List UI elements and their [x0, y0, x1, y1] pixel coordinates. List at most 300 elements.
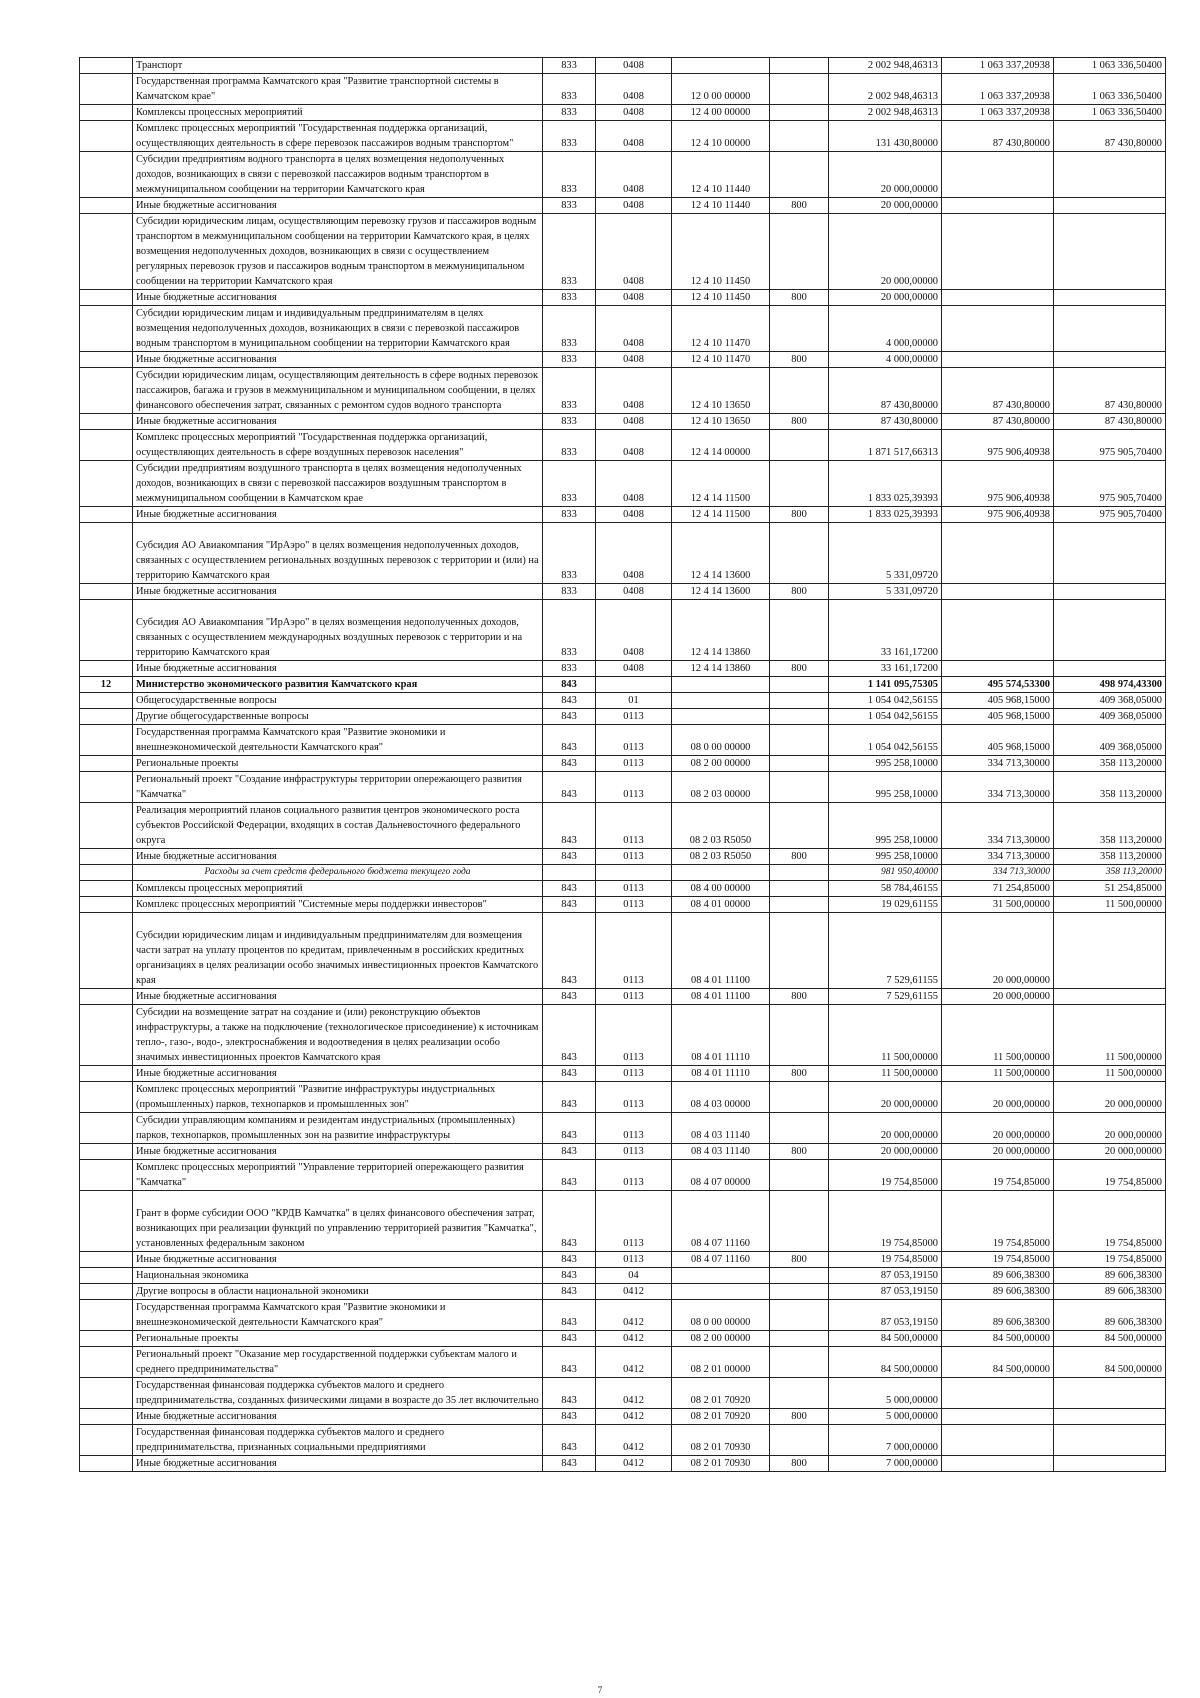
row-amount-year-2: 20 000,00000 — [942, 1082, 1054, 1113]
row-vr-code — [770, 152, 829, 198]
row-amount-year-2 — [942, 1425, 1054, 1456]
row-rz-code: 0412 — [596, 1425, 672, 1456]
row-amount-year-1: 5 331,09720 — [829, 523, 942, 584]
row-name: Общегосударственные вопросы — [133, 693, 543, 709]
row-csr-code: 12 4 10 11470 — [672, 352, 770, 368]
row-csr-code — [672, 58, 770, 74]
row-name: Иные бюджетные ассигнования — [133, 507, 543, 523]
row-gr-code: 843 — [543, 1160, 596, 1191]
row-rz-code: 0408 — [596, 461, 672, 507]
row-number — [80, 1082, 133, 1113]
row-amount-year-2: 975 906,40938 — [942, 430, 1054, 461]
row-rz-code: 0113 — [596, 1005, 672, 1066]
row-number — [80, 214, 133, 290]
row-rz-code: 0113 — [596, 897, 672, 913]
row-amount-year-3: 87 430,80000 — [1054, 368, 1166, 414]
row-rz-code: 0412 — [596, 1456, 672, 1472]
row-vr-code — [770, 58, 829, 74]
row-csr-code: 08 0 00 00000 — [672, 725, 770, 756]
row-amount-year-3: 11 500,00000 — [1054, 897, 1166, 913]
row-amount-year-1: 11 500,00000 — [829, 1005, 942, 1066]
row-gr-code: 843 — [543, 1425, 596, 1456]
row-gr-code: 843 — [543, 1191, 596, 1252]
row-csr-code — [672, 1268, 770, 1284]
row-amount-year-2 — [942, 523, 1054, 584]
row-vr-code — [770, 368, 829, 414]
table-row — [80, 1284, 1166, 1300]
row-csr-code: 12 4 14 11500 — [672, 507, 770, 523]
table-row — [80, 1409, 1166, 1425]
row-amount-year-3 — [1054, 523, 1166, 584]
row-rz-code: 0113 — [596, 1066, 672, 1082]
row-amount-year-1: 1 833 025,39393 — [829, 507, 942, 523]
table-row — [80, 461, 1166, 507]
row-name: Региональные проекты — [133, 1331, 543, 1347]
row-csr-code: 12 4 14 00000 — [672, 430, 770, 461]
row-gr-code: 833 — [543, 461, 596, 507]
row-gr-code: 843 — [543, 677, 596, 693]
row-vr-code: 800 — [770, 198, 829, 214]
row-amount-year-2 — [942, 584, 1054, 600]
row-number — [80, 58, 133, 74]
row-amount-year-1: 131 430,80000 — [829, 121, 942, 152]
row-name: Субсидии предприятиям воздушного транспорта в целях возмещения недополученных доходов, возникающих в связи с перевозкой пассажиров воздушным транспортом в межмуниципальном сообщении в Камчатском крае — [133, 461, 543, 507]
row-name: Субсидия АО Авиакомпания "ИрАэро" в целях возмещения недополученных доходов, связанных с осуществлением международных воздушных перевозок с территории и на территорию Камчатского края — [133, 600, 543, 661]
table-row — [80, 1300, 1166, 1331]
row-amount-year-1: 87 053,19150 — [829, 1300, 942, 1331]
row-name: Другие общегосударственные вопросы — [133, 709, 543, 725]
row-amount-year-2 — [942, 1456, 1054, 1472]
row-rz-code: 0113 — [596, 756, 672, 772]
row-gr-code: 833 — [543, 214, 596, 290]
row-vr-code — [770, 1425, 829, 1456]
row-rz-code: 0113 — [596, 1082, 672, 1113]
row-amount-year-2: 84 500,00000 — [942, 1331, 1054, 1347]
row-amount-year-3: 19 754,85000 — [1054, 1191, 1166, 1252]
row-amount-year-2 — [942, 661, 1054, 677]
row-vr-code — [770, 725, 829, 756]
table-row — [80, 507, 1166, 523]
row-vr-code — [770, 105, 829, 121]
row-amount-year-1: 981 950,40000 — [829, 865, 942, 881]
row-csr-code: 08 4 01 11110 — [672, 1005, 770, 1066]
row-gr-code: 843 — [543, 1284, 596, 1300]
row-amount-year-3: 409 368,05000 — [1054, 725, 1166, 756]
row-rz-code: 0408 — [596, 584, 672, 600]
row-amount-year-3: 975 905,70400 — [1054, 507, 1166, 523]
row-name: Иные бюджетные ассигнования — [133, 290, 543, 306]
row-amount-year-2: 405 968,15000 — [942, 725, 1054, 756]
row-csr-code: 08 2 01 00000 — [672, 1347, 770, 1378]
row-vr-code — [770, 772, 829, 803]
row-amount-year-3: 20 000,00000 — [1054, 1113, 1166, 1144]
row-name: Другие вопросы в области национальной экономики — [133, 1284, 543, 1300]
row-name: Расходы за счет средств федерального бюджета текущего года — [133, 865, 543, 881]
row-gr-code: 833 — [543, 414, 596, 430]
row-rz-code: 01 — [596, 693, 672, 709]
row-gr-code: 843 — [543, 803, 596, 849]
row-amount-year-3 — [1054, 1378, 1166, 1409]
row-amount-year-1: 995 258,10000 — [829, 803, 942, 849]
row-vr-code: 800 — [770, 989, 829, 1005]
row-number: 12 — [80, 677, 133, 693]
row-amount-year-1: 1 141 095,75305 — [829, 677, 942, 693]
row-amount-year-1: 20 000,00000 — [829, 1144, 942, 1160]
row-number — [80, 1300, 133, 1331]
row-gr-code: 833 — [543, 507, 596, 523]
row-amount-year-3: 19 754,85000 — [1054, 1252, 1166, 1268]
row-rz-code: 0408 — [596, 198, 672, 214]
row-amount-year-1: 19 754,85000 — [829, 1191, 942, 1252]
row-number — [80, 1113, 133, 1144]
row-amount-year-2 — [942, 1378, 1054, 1409]
row-vr-code — [770, 803, 829, 849]
row-gr-code: 843 — [543, 913, 596, 989]
row-vr-code — [770, 1347, 829, 1378]
row-amount-year-2: 1 063 337,20938 — [942, 74, 1054, 105]
row-amount-year-3 — [1054, 584, 1166, 600]
row-amount-year-3: 20 000,00000 — [1054, 1082, 1166, 1113]
row-amount-year-2: 20 000,00000 — [942, 1144, 1054, 1160]
table-row — [80, 306, 1166, 352]
row-vr-code: 800 — [770, 584, 829, 600]
table-row — [80, 523, 1166, 584]
row-amount-year-1: 19 029,61155 — [829, 897, 942, 913]
table-row — [80, 803, 1166, 849]
row-amount-year-1: 7 000,00000 — [829, 1425, 942, 1456]
row-number — [80, 74, 133, 105]
row-amount-year-3 — [1054, 306, 1166, 352]
row-vr-code — [770, 461, 829, 507]
row-rz-code: 0113 — [596, 913, 672, 989]
row-vr-code — [770, 1005, 829, 1066]
row-amount-year-3: 87 430,80000 — [1054, 121, 1166, 152]
row-amount-year-2: 71 254,85000 — [942, 881, 1054, 897]
row-gr-code: 843 — [543, 1082, 596, 1113]
row-csr-code: 12 4 10 13650 — [672, 414, 770, 430]
row-name: Реализация мероприятий планов социального развития центров экономического роста субъектов Российской Федерации, входящих в состав Дальневосточного федерального округа — [133, 803, 543, 849]
row-name: Иные бюджетные ассигнования — [133, 584, 543, 600]
row-amount-year-2: 334 713,30000 — [942, 772, 1054, 803]
row-amount-year-3 — [1054, 1456, 1166, 1472]
table-row — [80, 1144, 1166, 1160]
row-rz-code: 0408 — [596, 368, 672, 414]
row-amount-year-3 — [1054, 661, 1166, 677]
row-number — [80, 1160, 133, 1191]
row-name: Субсидии предприятиям водного транспорта в целях возмещения недополученных доходов, возникающих в связи с перевозкой пассажиров водным транспортом в межмуниципальном сообщении на территории Камчатского края — [133, 152, 543, 198]
row-number — [80, 306, 133, 352]
row-number — [80, 913, 133, 989]
row-number — [80, 290, 133, 306]
row-amount-year-1: 7 529,61155 — [829, 989, 942, 1005]
row-amount-year-1: 4 000,00000 — [829, 352, 942, 368]
row-amount-year-3 — [1054, 198, 1166, 214]
row-number — [80, 1268, 133, 1284]
row-number — [80, 507, 133, 523]
row-gr-code: 833 — [543, 58, 596, 74]
row-gr-code: 843 — [543, 1300, 596, 1331]
row-rz-code: 0113 — [596, 772, 672, 803]
row-amount-year-3: 498 974,43300 — [1054, 677, 1166, 693]
row-name: Иные бюджетные ассигнования — [133, 1066, 543, 1082]
table-row — [80, 105, 1166, 121]
row-csr-code: 08 4 03 11140 — [672, 1113, 770, 1144]
row-rz-code: 0408 — [596, 306, 672, 352]
row-rz-code: 0408 — [596, 352, 672, 368]
row-gr-code: 843 — [543, 1005, 596, 1066]
row-gr-code: 833 — [543, 105, 596, 121]
row-csr-code — [672, 865, 770, 881]
row-vr-code: 800 — [770, 1252, 829, 1268]
row-rz-code: 0408 — [596, 661, 672, 677]
row-amount-year-1: 84 500,00000 — [829, 1347, 942, 1378]
row-rz-code: 0412 — [596, 1300, 672, 1331]
row-amount-year-3: 358 113,20000 — [1054, 803, 1166, 849]
table-row — [80, 121, 1166, 152]
row-rz-code: 0408 — [596, 414, 672, 430]
row-number — [80, 881, 133, 897]
row-amount-year-3: 11 500,00000 — [1054, 1005, 1166, 1066]
row-csr-code: 08 2 03 R5050 — [672, 849, 770, 865]
row-amount-year-2 — [942, 600, 1054, 661]
row-amount-year-3: 89 606,38300 — [1054, 1284, 1166, 1300]
row-amount-year-2: 20 000,00000 — [942, 1113, 1054, 1144]
row-rz-code: 0412 — [596, 1284, 672, 1300]
row-amount-year-3: 1 063 336,50400 — [1054, 105, 1166, 121]
row-number — [80, 725, 133, 756]
row-csr-code: 12 4 00 00000 — [672, 105, 770, 121]
table-row — [80, 74, 1166, 105]
row-amount-year-1: 20 000,00000 — [829, 290, 942, 306]
table-row — [80, 1252, 1166, 1268]
row-vr-code: 800 — [770, 352, 829, 368]
row-name: Субсидии юридическим лицам, осуществляющим деятельность в сфере водных перевозок пассажиров, багажа и грузов в межмуниципальном и муниципальном сообщении, в целях финансового обеспечения затрат, связанных с ремонтом судов водного транспорта — [133, 368, 543, 414]
table-row — [80, 368, 1166, 414]
row-gr-code: 843 — [543, 772, 596, 803]
row-rz-code: 0408 — [596, 105, 672, 121]
row-csr-code: 08 4 03 00000 — [672, 1082, 770, 1113]
row-amount-year-3: 975 905,70400 — [1054, 461, 1166, 507]
table-body — [80, 58, 1166, 1472]
row-amount-year-1: 87 053,19150 — [829, 1268, 942, 1284]
row-number — [80, 849, 133, 865]
table-row — [80, 1005, 1166, 1066]
row-csr-code: 08 2 01 70930 — [672, 1456, 770, 1472]
row-number — [80, 1144, 133, 1160]
table-row — [80, 290, 1166, 306]
row-gr-code: 833 — [543, 368, 596, 414]
row-amount-year-3: 87 430,80000 — [1054, 414, 1166, 430]
page-number: 7 — [597, 1685, 603, 1695]
row-number — [80, 865, 133, 881]
row-vr-code — [770, 913, 829, 989]
table-row — [80, 214, 1166, 290]
row-number — [80, 430, 133, 461]
table-row — [80, 1113, 1166, 1144]
row-number — [80, 1425, 133, 1456]
row-vr-code: 800 — [770, 414, 829, 430]
row-amount-year-3: 84 500,00000 — [1054, 1347, 1166, 1378]
row-amount-year-3: 358 113,20000 — [1054, 772, 1166, 803]
row-name: Государственная программа Камчатского края "Развитие экономики и внешнеэкономической деятельности Камчатского края" — [133, 725, 543, 756]
row-amount-year-2: 19 754,85000 — [942, 1160, 1054, 1191]
row-csr-code: 08 4 03 11140 — [672, 1144, 770, 1160]
row-vr-code — [770, 881, 829, 897]
row-amount-year-1: 87 053,19150 — [829, 1284, 942, 1300]
table-row — [80, 989, 1166, 1005]
row-csr-code: 08 2 03 00000 — [672, 772, 770, 803]
row-amount-year-2: 19 754,85000 — [942, 1191, 1054, 1252]
table-row — [80, 1066, 1166, 1082]
row-amount-year-1: 2 002 948,46313 — [829, 74, 942, 105]
row-name: Региональный проект "Создание инфраструктуры территории опережающего развития "Камчатка" — [133, 772, 543, 803]
row-rz-code: 0113 — [596, 725, 672, 756]
row-amount-year-1: 7 529,61155 — [829, 913, 942, 989]
row-amount-year-1: 33 161,17200 — [829, 600, 942, 661]
row-amount-year-2: 975 906,40938 — [942, 461, 1054, 507]
row-vr-code: 800 — [770, 290, 829, 306]
row-amount-year-1: 20 000,00000 — [829, 198, 942, 214]
row-name: Иные бюджетные ассигнования — [133, 661, 543, 677]
row-csr-code: 12 0 00 00000 — [672, 74, 770, 105]
table-row — [80, 1268, 1166, 1284]
row-amount-year-3: 975 905,70400 — [1054, 430, 1166, 461]
row-amount-year-1: 2 002 948,46313 — [829, 105, 942, 121]
row-amount-year-1: 1 054 042,56155 — [829, 693, 942, 709]
row-csr-code: 08 4 07 00000 — [672, 1160, 770, 1191]
row-csr-code: 12 4 14 13860 — [672, 661, 770, 677]
row-amount-year-2: 975 906,40938 — [942, 507, 1054, 523]
row-name: Комплекс процессных мероприятий "Развитие инфраструктуры индустриальных (промышленных) парков, технопарков и промышленных зон" — [133, 1082, 543, 1113]
table-row — [80, 430, 1166, 461]
row-number — [80, 989, 133, 1005]
row-vr-code — [770, 677, 829, 693]
table-row — [80, 198, 1166, 214]
table-row — [80, 584, 1166, 600]
row-amount-year-2: 334 713,30000 — [942, 756, 1054, 772]
row-gr-code: 843 — [543, 709, 596, 725]
row-number — [80, 1331, 133, 1347]
row-csr-code: 12 4 10 13650 — [672, 368, 770, 414]
row-rz-code — [596, 677, 672, 693]
row-rz-code: 0408 — [596, 121, 672, 152]
row-name: Региональные проекты — [133, 756, 543, 772]
row-csr-code: 12 4 14 11500 — [672, 461, 770, 507]
row-name: Субсидии юридическим лицам и индивидуальным предпринимателям в целях возмещения недополученных доходов, возникающих в связи с перевозкой пассажиров водным транспортом в муниципальном сообщении на территории Камчатского края — [133, 306, 543, 352]
row-csr-code: 08 2 01 70920 — [672, 1409, 770, 1425]
table-row — [80, 414, 1166, 430]
row-amount-year-1: 995 258,10000 — [829, 756, 942, 772]
row-vr-code — [770, 1191, 829, 1252]
row-amount-year-1: 11 500,00000 — [829, 1066, 942, 1082]
row-vr-code: 800 — [770, 661, 829, 677]
row-name: Субсидии управляющим компаниям и резидентам индустриальных (промышленных) парков, технопарков, промышленных зон на развитие инфраструктуры — [133, 1113, 543, 1144]
row-gr-code: 843 — [543, 1113, 596, 1144]
row-amount-year-3: 358 113,20000 — [1054, 756, 1166, 772]
row-name: Комплексы процессных мероприятий — [133, 105, 543, 121]
row-name: Субсидии на возмещение затрат на создание и (или) реконструкцию объектов инфраструктуры, а также на подключение (технологическое присоединение) к источникам тепло-, газо-, водо-, электроснабжения и водоотведения в целях реализации особо значимых инвестиционных проектов Камчатского края — [133, 1005, 543, 1066]
row-amount-year-3: 19 754,85000 — [1054, 1160, 1166, 1191]
table-row — [80, 709, 1166, 725]
row-gr-code: 843 — [543, 1347, 596, 1378]
row-amount-year-3: 51 254,85000 — [1054, 881, 1166, 897]
row-amount-year-2: 405 968,15000 — [942, 693, 1054, 709]
row-csr-code: 12 4 10 11450 — [672, 290, 770, 306]
row-number — [80, 152, 133, 198]
row-rz-code: 0408 — [596, 290, 672, 306]
row-rz-code: 0113 — [596, 1113, 672, 1144]
row-vr-code — [770, 523, 829, 584]
row-amount-year-1: 1 871 517,66313 — [829, 430, 942, 461]
row-amount-year-1: 4 000,00000 — [829, 306, 942, 352]
row-rz-code: 0113 — [596, 881, 672, 897]
table-row — [80, 1160, 1166, 1191]
row-vr-code: 800 — [770, 1456, 829, 1472]
table-row — [80, 1347, 1166, 1378]
row-number — [80, 803, 133, 849]
row-number — [80, 352, 133, 368]
row-rz-code: 0408 — [596, 58, 672, 74]
row-rz-code: 0412 — [596, 1409, 672, 1425]
table-row — [80, 600, 1166, 661]
row-amount-year-2 — [942, 214, 1054, 290]
row-rz-code: 0113 — [596, 989, 672, 1005]
row-amount-year-2 — [942, 290, 1054, 306]
row-csr-code: 08 4 01 00000 — [672, 897, 770, 913]
row-amount-year-3 — [1054, 600, 1166, 661]
row-amount-year-3: 89 606,38300 — [1054, 1300, 1166, 1331]
row-csr-code: 12 4 10 11450 — [672, 214, 770, 290]
row-amount-year-2: 89 606,38300 — [942, 1284, 1054, 1300]
row-rz-code: 0408 — [596, 214, 672, 290]
row-number — [80, 1378, 133, 1409]
row-amount-year-1: 995 258,10000 — [829, 772, 942, 803]
row-number — [80, 1347, 133, 1378]
row-amount-year-1: 20 000,00000 — [829, 152, 942, 198]
row-amount-year-3: 409 368,05000 — [1054, 693, 1166, 709]
row-amount-year-1: 87 430,80000 — [829, 368, 942, 414]
row-rz-code: 0408 — [596, 523, 672, 584]
row-name: Комплексы процессных мероприятий — [133, 881, 543, 897]
row-csr-code: 12 4 10 11470 — [672, 306, 770, 352]
table-row — [80, 1331, 1166, 1347]
table-row — [80, 881, 1166, 897]
row-gr-code: 833 — [543, 74, 596, 105]
table-row — [80, 1082, 1166, 1113]
table-row — [80, 152, 1166, 198]
row-rz-code — [596, 865, 672, 881]
row-gr-code: 843 — [543, 1378, 596, 1409]
row-csr-code: 12 4 14 13600 — [672, 523, 770, 584]
row-name: Иные бюджетные ассигнования — [133, 1409, 543, 1425]
row-amount-year-2: 89 606,38300 — [942, 1268, 1054, 1284]
row-amount-year-2: 334 713,30000 — [942, 849, 1054, 865]
row-number — [80, 461, 133, 507]
row-number — [80, 661, 133, 677]
row-vr-code — [770, 1082, 829, 1113]
row-gr-code: 833 — [543, 198, 596, 214]
row-name: Комплекс процессных мероприятий "Управление территорией опережающего развития "Камчатка" — [133, 1160, 543, 1191]
row-rz-code: 0113 — [596, 849, 672, 865]
row-number — [80, 584, 133, 600]
row-amount-year-1: 19 754,85000 — [829, 1160, 942, 1191]
row-gr-code: 843 — [543, 725, 596, 756]
table-row — [80, 725, 1166, 756]
row-rz-code: 0113 — [596, 803, 672, 849]
row-vr-code — [770, 121, 829, 152]
row-number — [80, 756, 133, 772]
row-amount-year-3 — [1054, 1425, 1166, 1456]
